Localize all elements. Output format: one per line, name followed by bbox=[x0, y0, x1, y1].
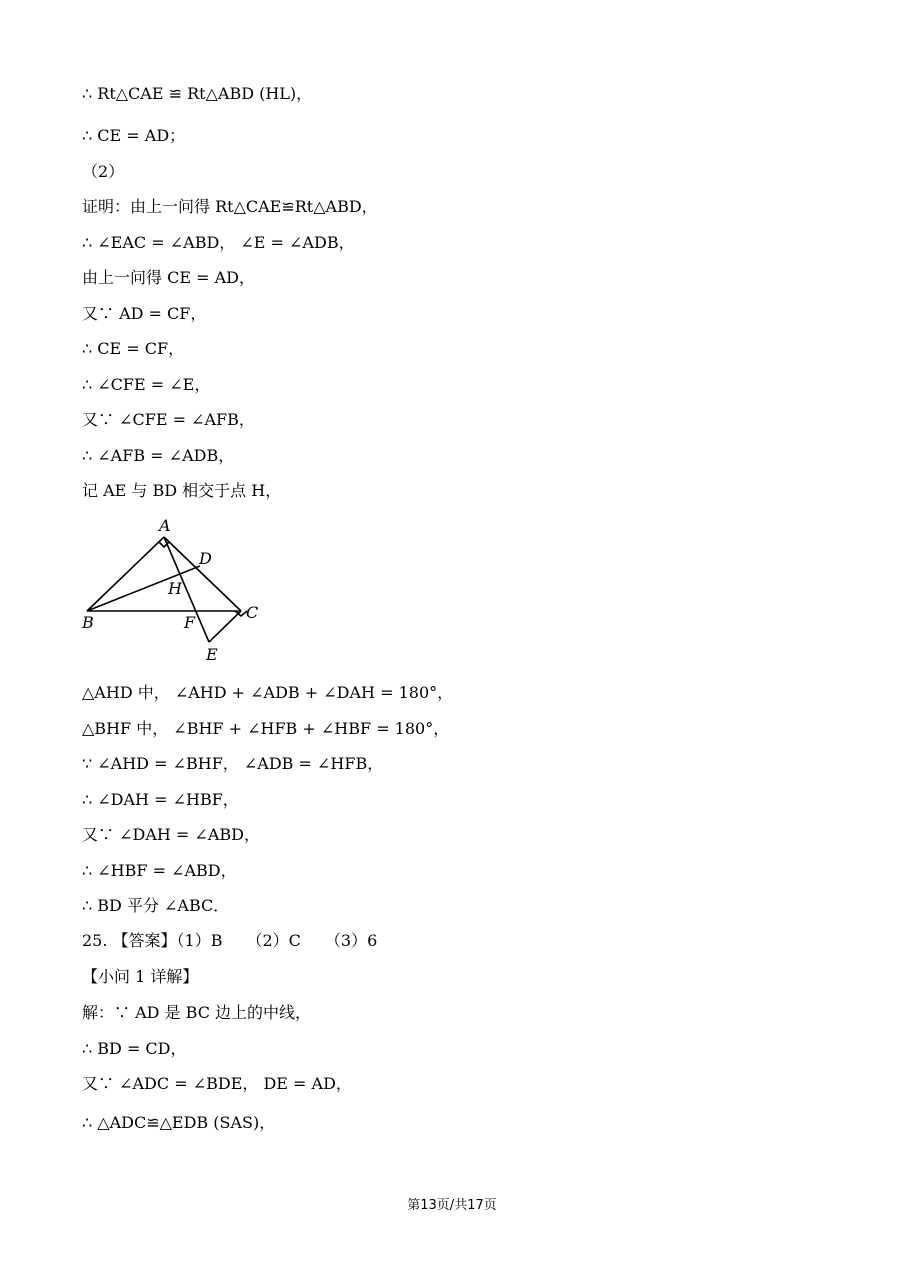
page-footer: 第13页/共17页 bbox=[407, 1198, 497, 1213]
text-line: 记 AE 与 BD 相交于点 H， bbox=[82, 481, 282, 500]
text-line: ∴ ∠EAC = ∠ABD， ∠E = ∠ADB， bbox=[82, 233, 355, 252]
text-line: ∵ ∠AHD = ∠BHF， ∠ADB = ∠HFB， bbox=[82, 754, 384, 773]
text-line: 又∵ ∠CFE = ∠AFB， bbox=[82, 410, 255, 429]
text-line: ∴ BD = CD， bbox=[82, 1039, 187, 1058]
label-A: A bbox=[159, 516, 171, 535]
text-line: 又∵ ∠ADC = ∠BDE， DE = AD， bbox=[82, 1074, 352, 1093]
text-line: ∴ CE = AD； bbox=[82, 126, 186, 145]
text-line: ∴ ∠DAH = ∠HBF， bbox=[82, 790, 239, 809]
text-line: ∴ ∠AFB = ∠ADB， bbox=[82, 446, 235, 465]
text-line: 解：∵ AD 是 BC 边上的中线， bbox=[82, 1003, 312, 1022]
text-line: ∴ CE = CF， bbox=[82, 339, 185, 358]
geometry-figure bbox=[78, 512, 278, 672]
label-F: F bbox=[184, 613, 196, 632]
text-line: （2） bbox=[82, 162, 125, 181]
text-line: ∴ ∠HBF = ∠ABD， bbox=[82, 861, 237, 880]
text-line: 证明：由上一问得 Rt△CAE≌Rt△ABD， bbox=[82, 197, 378, 216]
label-B: B bbox=[82, 613, 94, 632]
text-line: △AHD 中， ∠AHD + ∠ADB + ∠DAH = 180°， bbox=[82, 683, 454, 702]
text-line: ∴ Rt△CAE ≌ Rt△ABD (HL)， bbox=[82, 84, 313, 103]
label-H: H bbox=[168, 579, 182, 598]
text-line: 25. 【答案】（1）B （2）C （3）6 bbox=[82, 931, 378, 950]
text-line: ∴ BD 平分 ∠ABC． bbox=[82, 896, 230, 915]
text-line: ∴ △ADC≌△EDB (SAS)， bbox=[82, 1113, 276, 1132]
label-C: C bbox=[246, 603, 259, 622]
label-E: E bbox=[206, 645, 218, 664]
text-line: 又∵ ∠DAH = ∠ABD， bbox=[82, 825, 260, 844]
text-line: ∴ ∠CFE = ∠E， bbox=[82, 375, 211, 394]
text-line: 由上一问得 CE = AD， bbox=[82, 268, 255, 287]
text-line: 又∵ AD = CF， bbox=[82, 304, 207, 323]
label-D: D bbox=[199, 549, 212, 568]
text-line: △BHF 中， ∠BHF + ∠HFB + ∠HBF = 180°， bbox=[82, 719, 450, 738]
text-line: 【小问 1 详解】 bbox=[82, 967, 199, 986]
